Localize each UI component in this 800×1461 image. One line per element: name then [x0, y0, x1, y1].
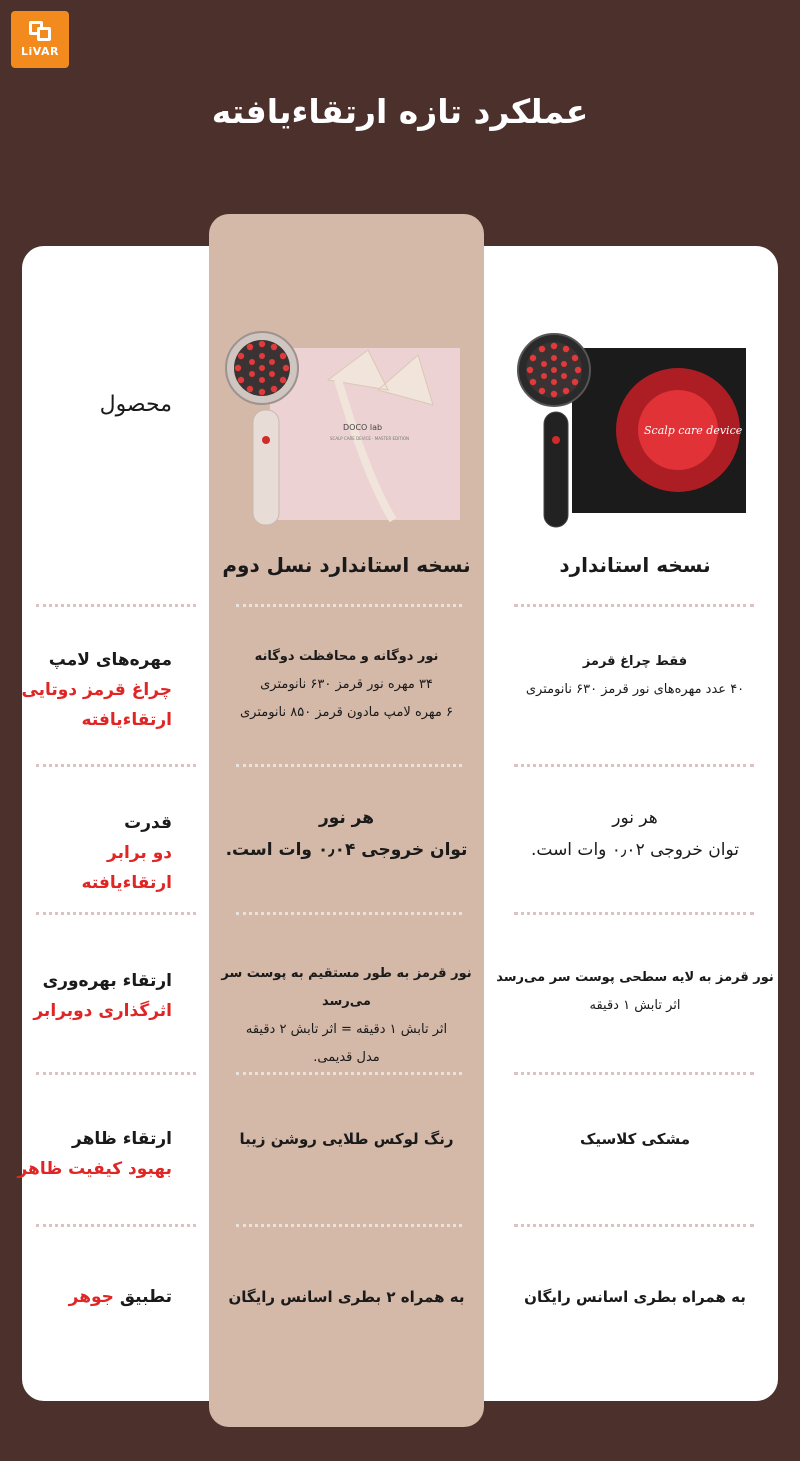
row-label-efficiency: ارتقاء بهره‌وری اثرگذاری دوبرابر	[33, 971, 172, 1021]
row-divider	[236, 1072, 462, 1075]
row-divider	[36, 912, 196, 915]
standard-appearance: مشکی کلاسیک	[579, 1130, 691, 1148]
gen2-product-image	[218, 330, 478, 530]
logo-icon	[29, 21, 51, 41]
gen2-efficiency: نور قرمز به طور مستقیم به پوست سر می‌رسد اثر تابش ۱ دقیقه = اثر تابش ۲ دقیقه مدل قدیمی.	[221, 966, 472, 1065]
row-divider	[236, 1224, 462, 1227]
standard-power: هر نور توان خروجی ۰٫۰۲ وات است.	[530, 808, 740, 860]
page-title: عملکرد تازه ارتقاءیافته	[211, 92, 589, 131]
row-label-appearance: ارتقاء ظاهر بهبود کیفیت ظاهر	[17, 1129, 172, 1179]
row-divider	[514, 604, 754, 607]
standard-product-image	[510, 330, 760, 530]
gen2-appearance: رنگ لوکس طلایی روشن زیبا	[239, 1130, 454, 1148]
standard-lamp-beads: فقط چراغ قرمز ۴۰ عدد مهره‌های نور قرمز ۶۳۰ نانومتری	[525, 654, 745, 697]
logo-text: LiVAR	[20, 45, 60, 58]
row-divider	[514, 1224, 754, 1227]
row-label-match: تطبیق جوهر	[68, 1287, 172, 1307]
row-divider	[236, 912, 462, 915]
standard-efficiency: نور قرمز به لایه سطحی پوست سر می‌رسد اثر تابش ۱ دقیقه	[496, 970, 774, 1013]
row-divider	[36, 1224, 196, 1227]
gen2-box-brand: DOCO lab	[343, 423, 383, 432]
row-divider	[514, 1072, 754, 1075]
gen2-power: هر نور توان خروجی ۰٫۰۴ وات است.	[225, 808, 468, 860]
standard-column-title: نسخه استاندارد	[559, 553, 711, 577]
row-divider	[236, 604, 462, 607]
row-label-power: قدرت دو برابر ارتقاءیافته	[81, 813, 172, 893]
row-divider	[514, 764, 754, 767]
row-label-product: محصول	[99, 392, 172, 417]
gen2-column-title: نسخه استاندارد نسل دوم	[222, 553, 471, 577]
row-divider	[36, 764, 196, 767]
row-divider	[36, 604, 196, 607]
standard-box-text: Scalp care device	[644, 424, 743, 437]
row-divider	[236, 764, 462, 767]
gen2-lamp-beads: نور دوگانه و محافظت دوگانه ۳۴ مهره نور قرمز ۶۳۰ نانومتری ۶ مهره لامپ مادون قرمز ۸۵۰ نانومتری	[239, 649, 454, 720]
gen2-box-sub: SCALP CARE DEVICE · MASTER EDITION	[330, 436, 410, 441]
brand-logo	[11, 11, 69, 68]
row-divider	[36, 1072, 196, 1075]
row-label-lamp-beads: مهره‌های لامپ چراغ قرمز دوتایی ارتقاءیافته	[21, 650, 172, 730]
gen2-match: به همراه ۲ بطری اسانس رایگان	[228, 1288, 465, 1306]
standard-match: به همراه بطری اسانس رایگان	[524, 1288, 746, 1306]
row-divider	[514, 912, 754, 915]
